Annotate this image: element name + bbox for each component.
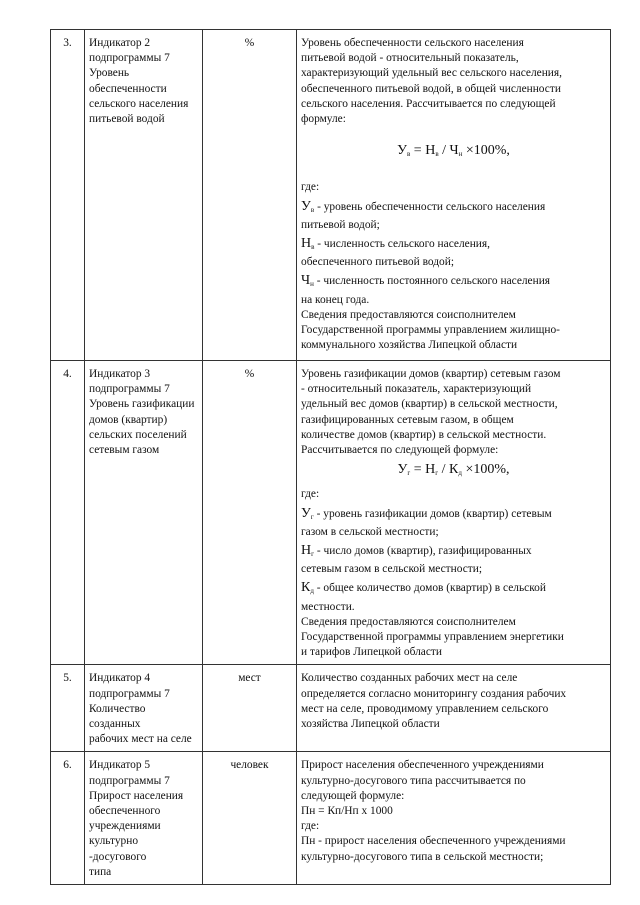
indicators-table [50, 29, 611, 885]
definition: $У_в$ - уровень обеспеченности сельского населения питьевой водой; [301, 198, 546, 231]
definition: $У_г$ - уровень газификации домов (квартир) сетевым газом в сельской местности; [301, 505, 552, 538]
table-row [51, 752, 611, 885]
formula: $У_в = Н_в / Ч_н \times 100\%$, [397, 143, 510, 159]
row-number: 4. [51, 361, 85, 665]
description-cell: Уровень обеспеченности сельского населения питьевой водой - относительный показатель, характеризующий удельный вес сельского населения, обеспеченного питьевой водой, в общей численности сельского населения. Рассчитывается по следующей формуле: $У_в = Н_в / Ч_н \times 100\%$, где: $У_в$ - уровень обеспеченности сельского населения питьевой водой; $Н_в$ - численность сельского населения, обеспеченного питьевой водой; $Ч_н$ - численность постоянного сельского населения на конец года. Сведения предоставляются соисполнителем Государственной программы управлением жилищно- коммунального хозяйства Липецкой области [297, 30, 611, 361]
indicator-name: Индикатор 2 подпрограммы 7 Уровень обеспеченности сельского населения питьевой водой [85, 30, 203, 361]
definition: $Н_г$ - число домов (квартир), газифицированных сетевым газом в сельской местности; [301, 543, 532, 576]
table-row [51, 665, 611, 752]
where-label: где: [301, 488, 320, 501]
indicator-name: Индикатор 4 подпрограммы 7 Количество созданных рабочих мест на селе [85, 665, 203, 752]
table-row [51, 361, 611, 665]
where-label: где: [301, 181, 320, 194]
definition: $К_д$ - общее количество домов (квартир) в сельской местности. [301, 580, 546, 613]
row-number: 5. [51, 665, 85, 752]
row-number: 3. [51, 30, 85, 361]
description-cell: Количество созданных рабочих мест на селе определяется согласно мониторингу создания рабочих мест на селе, проводимому управлением сельского хозяйства Липецкой области [297, 665, 611, 752]
indicator-name: Индикатор 3 подпрограммы 7 Уровень газификации домов (квартир) сельских поселений сетевым газом [85, 361, 203, 665]
unit-cell: мест [203, 665, 297, 752]
unit-cell: % [203, 30, 297, 361]
unit-cell: человек [203, 752, 297, 885]
unit-cell: % [203, 361, 297, 665]
description-cell: Прирост населения обеспеченного учреждениями культурно-досугового типа рассчитывается по следующей формуле: Пн = Кп/Нп х 1000 где: Пн - прирост населения обеспеченного учреждениями культурно-досугового типа в сельской местности; [297, 752, 611, 885]
indicator-name: Индикатор 5 подпрограммы 7 Прирост населения обеспеченного учреждениями культурно -досугового типа [85, 752, 203, 885]
row-number: 6. [51, 752, 85, 885]
definition: $Н_в$ - численность сельского населения, обеспеченного питьевой водой; [301, 236, 490, 269]
formula: $У_г = Н_г / К_д \times 100\%$, [397, 462, 510, 478]
table-row [51, 30, 611, 361]
definition: $Ч_н$ - численность постоянного сельского населения на конец года. [301, 273, 551, 306]
description-cell: Уровень газификации домов (квартир) сетевым газом - относительный показатель, характеризующий удельный вес домов (квартир) в сельской местности, газифицированных сетевым газом, в общем количестве домов (квартир) в сельской местности. Рассчитывается по следующей формуле: $У_г = Н_г / К_д \times 100\%$, где: $У_г$ - уровень газификации домов (квартир) сетевым газом в сельской местности; $Н_г$ - число домов (квартир), газифицированных сетевым газом в сельской местности; $К_д$ - общее количество домов (квартир) в сельской местности. Сведения предоставляются соисполнителем Государственной программы управлением энергетики и тарифов Липецкой области [297, 361, 611, 665]
